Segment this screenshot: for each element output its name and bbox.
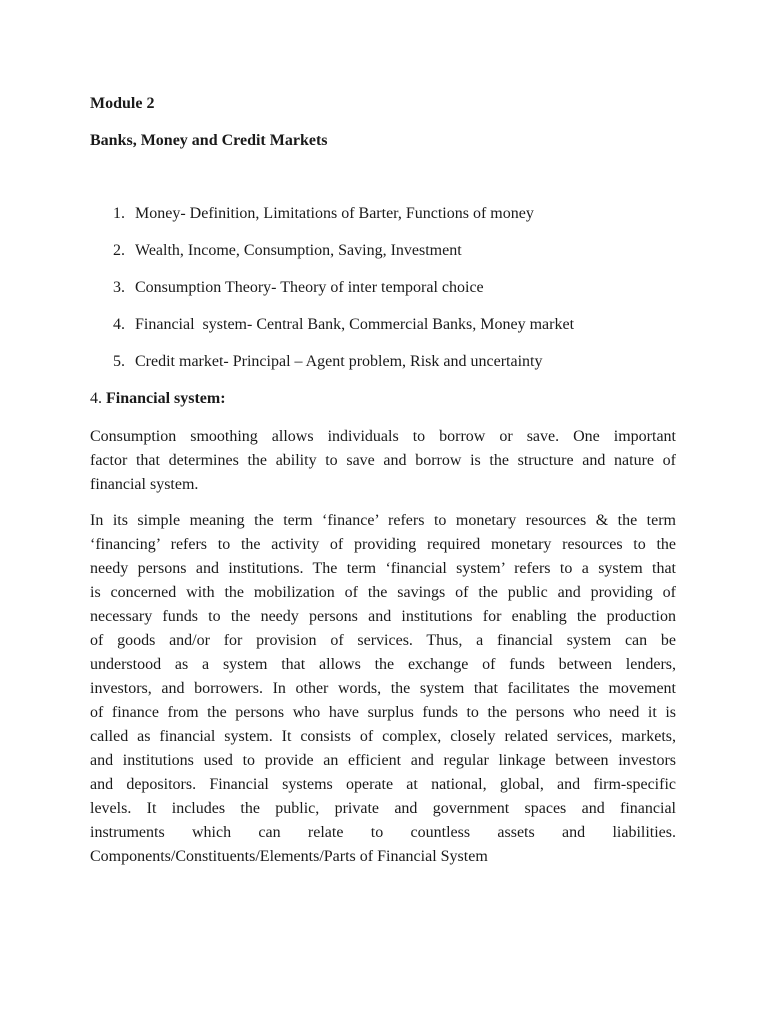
text-line: factor that determines the ability to save and borrow is the structure and nature of <box>90 452 676 469</box>
topic-number: 2. <box>113 242 125 259</box>
topic-item <box>90 204 676 241</box>
text-line: and institutions used to provide an efficient and regular linkage between investors <box>90 752 676 769</box>
module-subtitle: Banks, Money and Credit Markets <box>90 132 328 149</box>
text-line: of finance from the persons who have surplus funds to the persons who need it is <box>90 704 676 721</box>
text-line: of goods and/or for provision of services. Thus, a financial system can be <box>90 632 676 649</box>
topic-item <box>90 278 676 315</box>
topic-text: Financial system- Central Bank, Commercial Banks, Money market <box>135 316 575 333</box>
topic-text: Wealth, Income, Consumption, Saving, Investment <box>135 242 462 259</box>
module-title: Module 2 <box>90 95 155 112</box>
topic-number: 5. <box>113 353 125 370</box>
text-line: and depositors. Financial systems operate at national, global, and firm-specific <box>90 776 676 793</box>
topic-text: Consumption Theory- Theory of inter temporal choice <box>135 279 484 296</box>
text-line: understood as a system that allows the exchange of funds between lenders, <box>90 656 676 673</box>
topic-list <box>90 204 676 389</box>
text-line: levels. It includes the public, private and government spaces and financial <box>90 800 676 817</box>
topic-number: 3. <box>113 279 125 296</box>
topic-text: Money- Definition, Limitations of Barter, Functions of money <box>135 205 534 222</box>
paragraph-consumption-smoothing <box>90 425 676 497</box>
topic-number: 4. <box>113 316 125 333</box>
paragraph-financial-system-definition <box>90 509 676 869</box>
topic-item <box>90 241 676 278</box>
text-line: Components/Constituents/Elements/Parts of Financial System <box>90 848 488 865</box>
text-line: financial system. <box>90 476 199 493</box>
text-line: needy persons and institutions. The term ‘financial system’ refers to a system that <box>90 560 676 577</box>
text-line: In its simple meaning the term ‘finance’ refers to monetary resources & the term <box>90 512 676 529</box>
text-line: ‘financing’ refers to the activity of providing required monetary resources to the <box>90 536 676 553</box>
text-line: Consumption smoothing allows individuals to borrow or save. One important <box>90 428 676 445</box>
text-line: called as financial system. It consists of complex, closely related services, markets, <box>90 728 676 745</box>
topic-text: Credit market- Principal – Agent problem, Risk and uncertainty <box>135 353 543 370</box>
section-heading <box>90 389 226 409</box>
section-number: 4. <box>90 390 106 407</box>
text-line: is concerned with the mobilization of the savings of the public and providing of <box>90 584 676 601</box>
topic-item <box>90 352 676 389</box>
section-title: Financial system: <box>106 390 226 407</box>
text-line: necessary funds to the needy persons and institutions for enabling the production <box>90 608 676 625</box>
topic-item <box>90 315 676 352</box>
topic-number: 1. <box>113 205 125 222</box>
text-line: investors, and borrowers. In other words, the system that facilitates the movement <box>90 680 676 697</box>
text-line: instruments which can relate to countless assets and liabilities. <box>90 824 676 841</box>
